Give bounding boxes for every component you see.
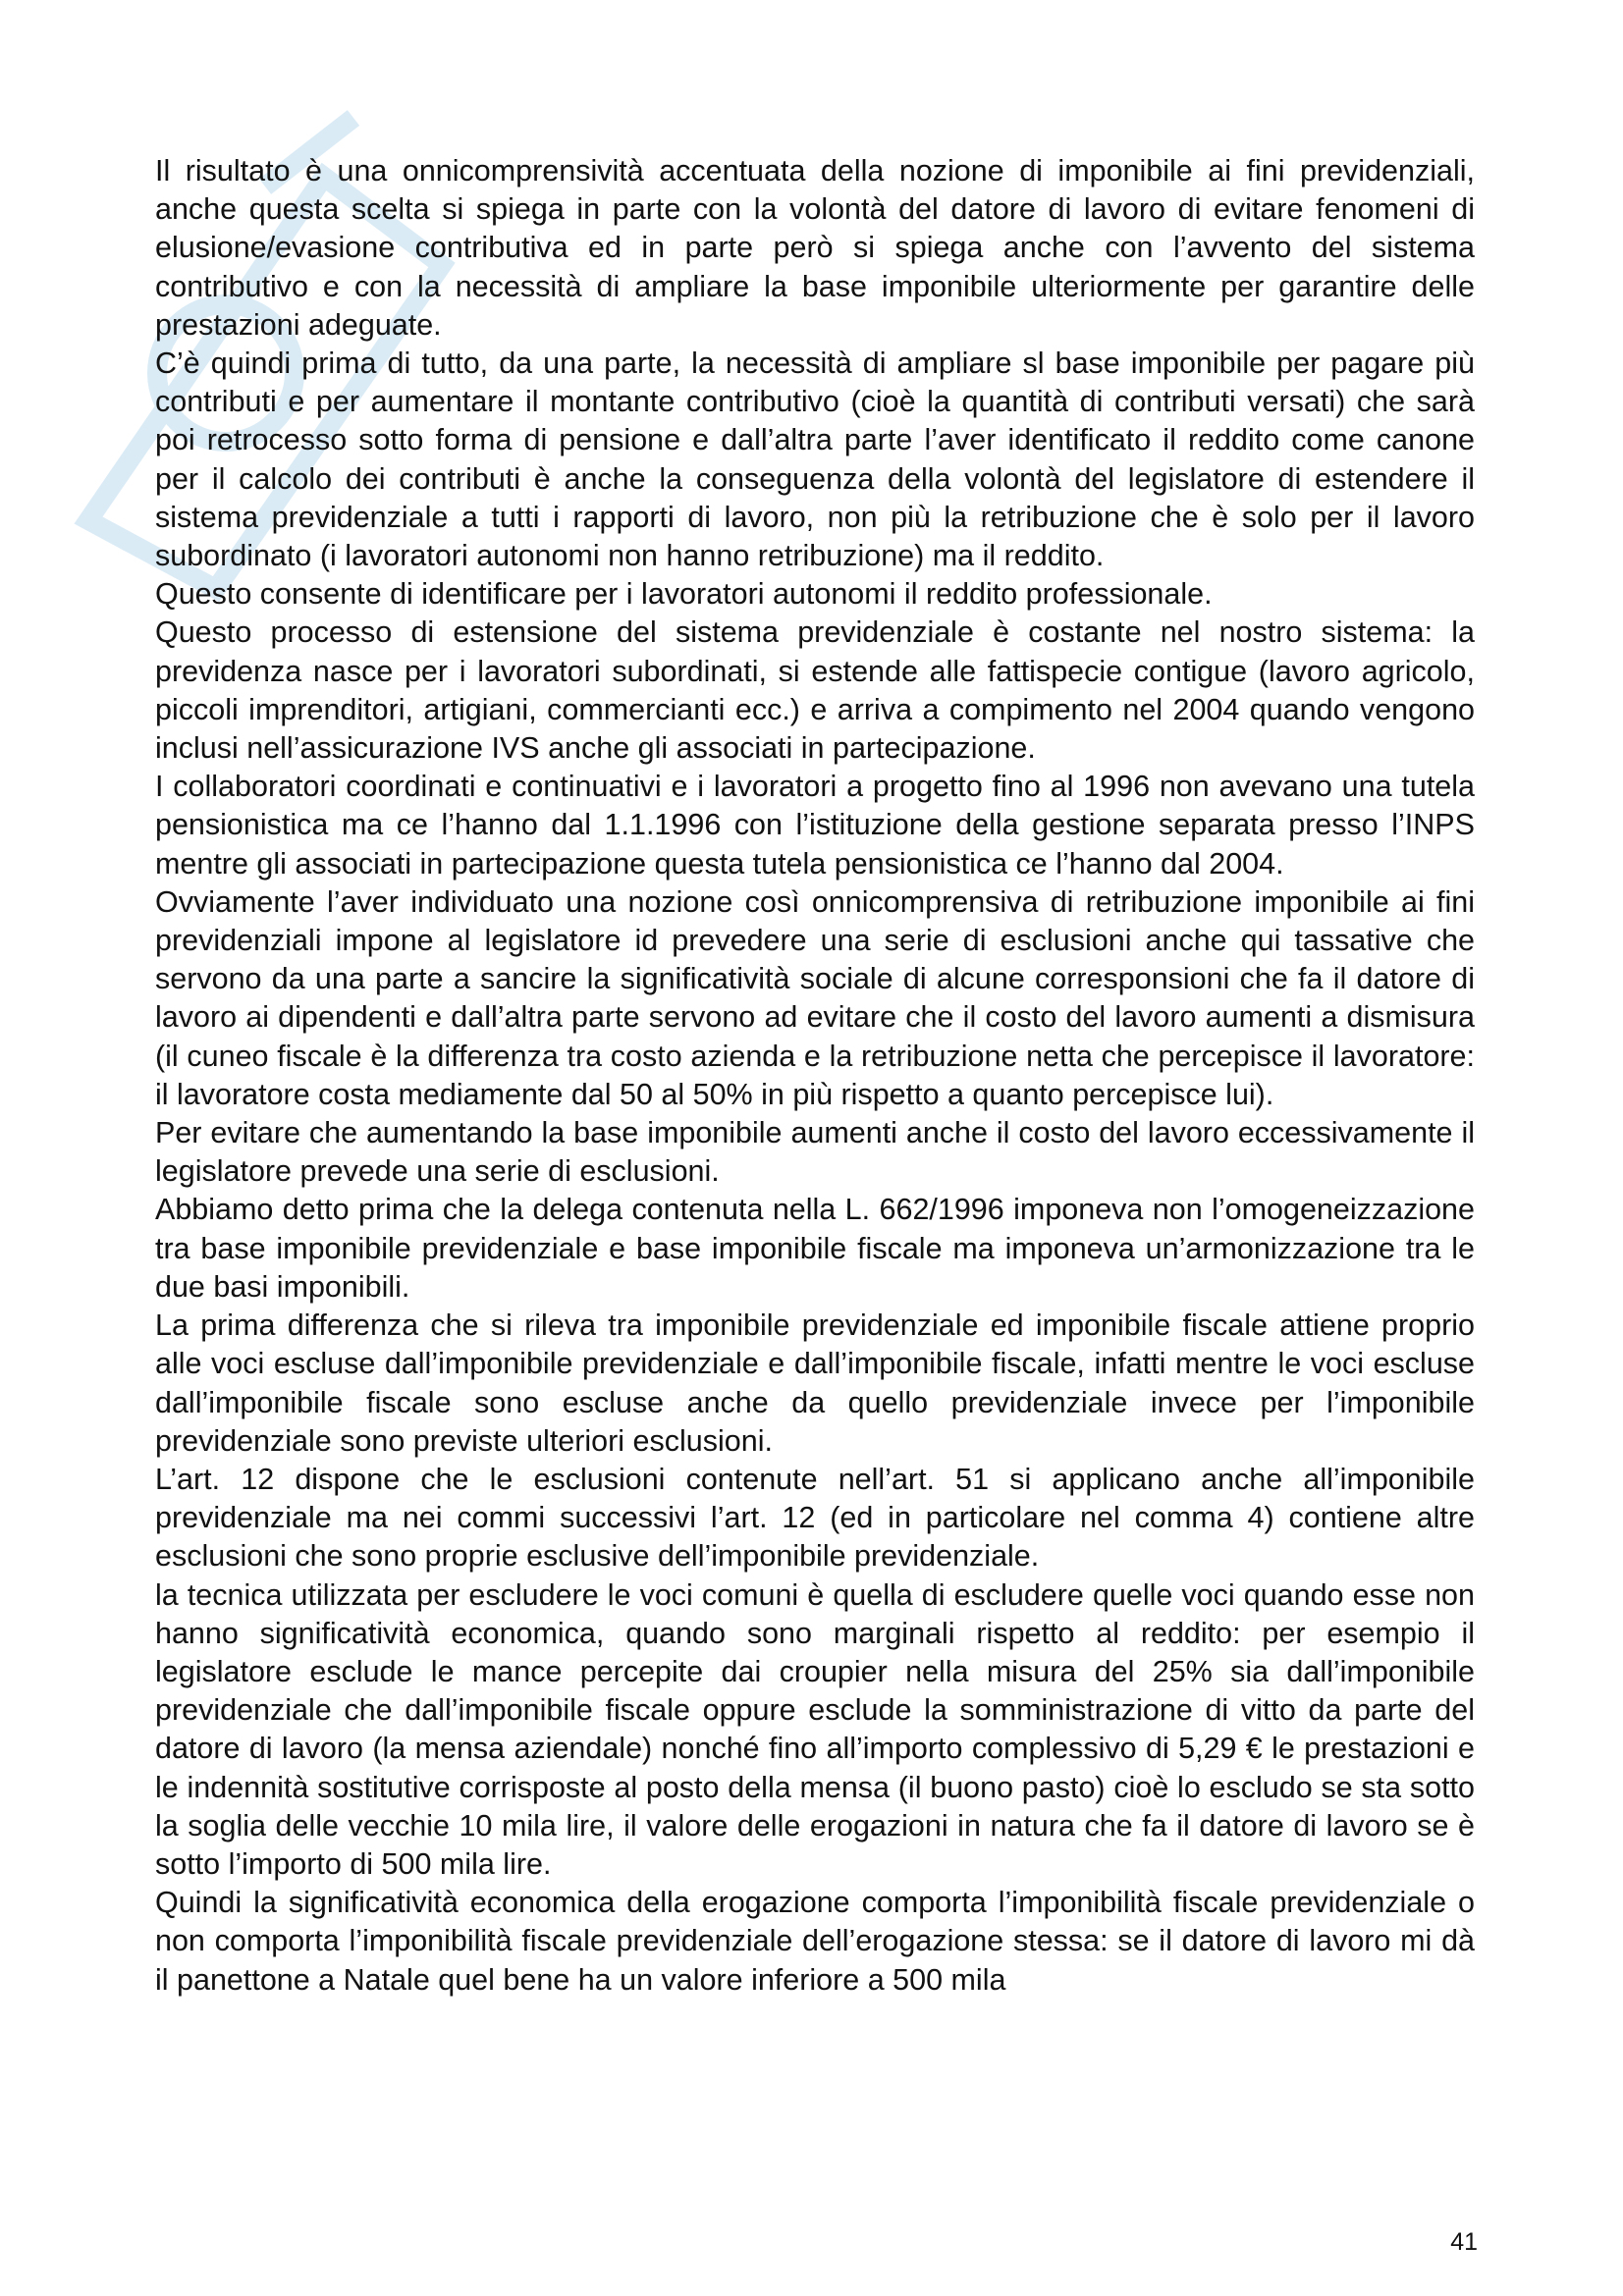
paragraph-4: Questo processo di estensione del sistema previdenziale è costante nel nostro sistema: la previdenza nasce per i lavoratori subordinati, si estende alle fattispecie contigue (lavoro agricolo, piccoli imprenditori, artigiani, commercianti ecc.) e arriva a compimento nel 2004 quando vengono inclusi nell’assicurazione IVS anche gli associati in partecipazione. <box>155 615 1475 766</box>
paragraph-6: Ovviamente l’aver individuato una nozione così onnicomprensiva di retribuzione imponibile ai fini previdenziali impone al legislatore id prevedere una serie di esclusioni anche qui tassative che servono da una parte a sancire la significatività sociale di alcune corresponsioni che fa il datore di lavoro ai dipendenti e dall’altra parte servono ad evitare che il costo del lavoro aumenti a dismisura (il cuneo fiscale è la differenza tra costo azienda e la retribuzione netta che percepisce il lavoratore: il lavoratore costa mediamente dal 50 al 50% in più rispetto a quanto percepisce lui). <box>155 884 1475 1111</box>
paragraph-7: Per evitare che aumentando la base imponibile aumenti anche il costo del lavoro eccessivamente il legislatore prevede una serie di esclusioni. <box>155 1116 1475 1189</box>
paragraph-10: L’art. 12 dispone che le esclusioni contenute nell’art. 51 si applicano anche all’imponibile previdenziale ma nei commi successivi l’art. 12 (ed in particolare nel comma 4) contiene altre esclusioni che sono proprie esclusive dell’imponibile previdenziale. <box>155 1462 1475 1574</box>
paragraph-2: C’è quindi prima di tutto, da una parte, la necessità di ampliare sl base imponibile per pagare più contributi e per aumentare il montante contributivo (cioè la quantità di contributi versati) che sarà poi retrocesso sotto forma di pensione e dall’altra parte l’aver identificato il reddito come canone per il calcolo dei contributi è anche la conseguenza della volontà del legislatore di estendere il sistema previdenziale a tutti i rapporti di lavoro, non più la retribuzione che è solo per il lavoro subordinato (i lavoratori autonomi non hanno retribuzione) ma il reddito. <box>155 347 1475 573</box>
paragraph-3: Questo consente di identificare per i lavoratori autonomi il reddito professionale. <box>155 577 1213 612</box>
paragraph-1: Il risultato è una onnicomprensività accentuata della nozione di imponibile ai fini previdenziali, anche questa scelta si spiega in parte con la volontà del datore di lavoro di evitare fenomeni di elusione/evasione contributiva ed in parte però si spiega anche con l’avvento del sistema contributivo e con la necessità di ampliare la base imponibile ulteriormente per garantire delle prestazioni adeguate. <box>155 154 1475 342</box>
paragraph-12: Quindi la significatività economica della erogazione comporta l’imponibilità fiscale previdenziale o non comporta l’imponibilità fiscale previdenziale dell’erogazione stessa: se il datore di lavoro mi dà il panettone a Natale quel bene ha un valore inferiore a 500 mila <box>155 1886 1475 1997</box>
body-text <box>155 152 1475 2000</box>
paragraph-11: la tecnica utilizzata per escludere le voci comuni è quella di escludere quelle voci quando esse non hanno significatività economica, quando sono marginali rispetto al reddito: per esempio il legislatore esclude le mance percepite dai croupier nella misura del 25% sia dall’imponibile previdenziale che dall’imponibile fiscale oppure esclude la somministrazione di vitto da parte del datore di lavoro (la mensa aziendale) nonché fino all’importo complessivo di 5,29 € le prestazioni e le indennità sostitutive corrisposte al posto della mensa (il buono pasto) cioè lo escludo se sta sotto la soglia delle vecchie 10 mila lire, il valore delle erogazioni in natura che fa il datore di lavoro se è sotto l’importo di 500 mila lire. <box>155 1577 1475 1881</box>
paragraph-9: La prima differenza che si rileva tra imponibile previdenziale ed imponibile fiscale attiene proprio alle voci escluse dall’imponibile previdenziale e dall’imponibile fiscale, infatti mentre le voci escluse dall’imponibile fiscale sono escluse anche da quello previdenziale invece per l’imponibile previdenziale sono previste ulteriori esclusioni. <box>155 1308 1475 1458</box>
paragraph-5: I collaboratori coordinati e continuativi e i lavoratori a progetto fino al 1996 non avevano una tutela pensionistica ma ce l’hanno dal 1.1.1996 con l’istituzione della gestione separata presso l’INPS mentre gli associati in partecipazione questa tutela pensionistica ce l’hanno dal 2004. <box>155 770 1475 881</box>
paragraph-8: Abbiamo detto prima che la delega contenuta nella L. 662/1996 imponeva non l’omogeneizzazione tra base imponibile previdenziale e base imponibile fiscale ma imponeva un’armonizzazione tra le due basi imponibili. <box>155 1193 1475 1304</box>
page-number: 41 <box>1450 2228 1478 2256</box>
